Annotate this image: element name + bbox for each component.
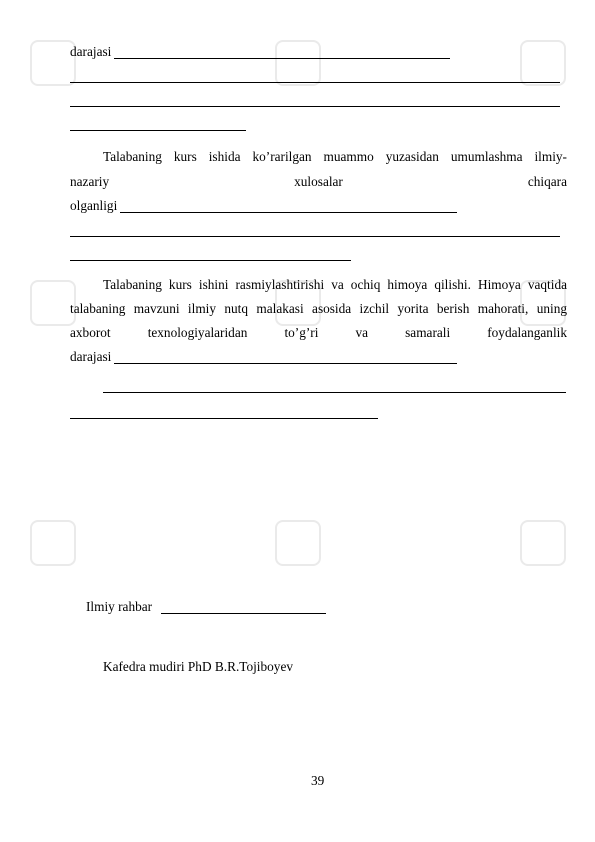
criterion-text-line: Talabaning kurs ishida ko’rarilgan muammo yuzasidan umumlashma ilmiy- [103, 149, 567, 164]
word: chiqara [527, 174, 567, 189]
answer-line [70, 106, 560, 107]
watermark-mark [520, 40, 566, 86]
criterion-text-line: olganligi [70, 198, 118, 213]
word: xulosalar [294, 174, 343, 189]
word: nazariy [70, 174, 110, 189]
answer-line [70, 82, 560, 83]
word: axborot [70, 325, 111, 340]
criterion-text-line [70, 325, 567, 341]
word: samarali [405, 325, 451, 340]
answer-line [114, 58, 450, 59]
watermark-mark [520, 520, 566, 566]
criterion-text-line [70, 174, 567, 190]
watermark-mark [30, 520, 76, 566]
criterion-text-line: Talabaning kurs ishini rasmiylashtirishi va ochiq himoya qilishi. Himoya vaqtida [103, 277, 567, 292]
word: to’g’ri [284, 325, 319, 340]
advisor-signature-line [161, 613, 326, 614]
word: foydalanganlik [487, 325, 567, 340]
advisor-label: Ilmiy rahbar [86, 599, 153, 614]
answer-line [120, 212, 457, 213]
answer-line [114, 363, 457, 364]
answer-line [70, 236, 560, 237]
criterion-text-line: darajasi [70, 349, 112, 364]
darajasi-label: darajasi [70, 44, 112, 59]
answer-line [70, 260, 351, 261]
word: texnologiyalaridan [147, 325, 248, 340]
answer-line [70, 130, 246, 131]
watermark-mark [275, 40, 321, 86]
answer-line [103, 392, 566, 393]
page-number: 39 [311, 773, 325, 788]
watermark-mark [275, 520, 321, 566]
department-head-label: Kafedra mudiri PhD B.R.Tojiboyev [103, 659, 293, 674]
criterion-text-line: talabaning mavzuni ilmiy nutq malakasi asosida izchil yorita berish mahorati, uning [70, 301, 567, 316]
answer-line [70, 418, 378, 419]
word: va [355, 325, 369, 340]
